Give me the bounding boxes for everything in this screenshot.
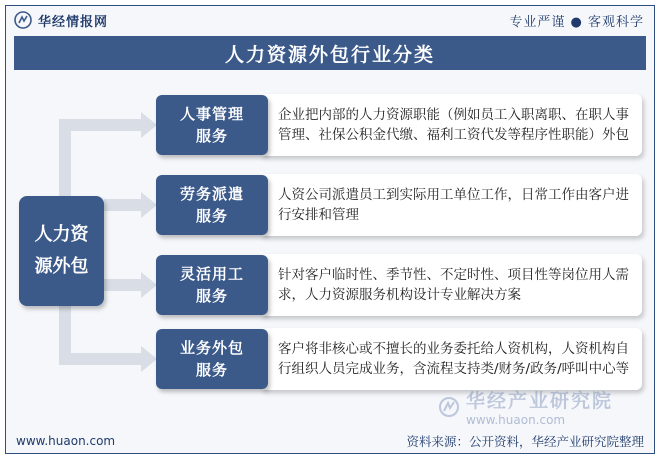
- top-bar: [6, 6, 654, 34]
- category-label-box: [156, 95, 268, 155]
- category-description: 人资公司派遣员工到实际用工单位工作，日常工作由客户进行安排和管理: [278, 187, 629, 223]
- arrow-head-1: [141, 112, 157, 138]
- category-label: 人事管理服务: [179, 105, 244, 145]
- watermark-logo-url: www.huaon.com: [466, 413, 566, 427]
- title-bar: [14, 36, 646, 70]
- huajing-logo-icon: [14, 11, 32, 29]
- page-title: 人力资源外包行业分类: [224, 43, 435, 66]
- category-label: 灵活用工服务: [179, 265, 244, 305]
- category-label-box: [156, 329, 268, 389]
- category-label: 业务外包服务: [179, 339, 244, 379]
- infographic-frame: [5, 5, 655, 454]
- category-description: 企业把内部的人力资源职能（例如员工入职离职、在职人事管理、社保公积金代缴、福利工资代发等程序性职能）外包: [278, 107, 629, 143]
- connector-branch-1: [59, 119, 141, 131]
- category-row: [156, 252, 651, 318]
- category-description-box: [262, 254, 642, 316]
- category-description-box: [262, 174, 642, 236]
- arrow-head-2: [141, 192, 157, 218]
- category-label-box: [156, 255, 268, 315]
- connector-branch-4: [59, 353, 141, 365]
- arrow-head-3: [141, 272, 157, 298]
- root-node: [19, 196, 104, 306]
- category-row: [156, 172, 651, 238]
- footer-url: www.huaon.com: [16, 434, 116, 448]
- brand: [14, 11, 108, 30]
- arrow-head-4: [141, 346, 157, 372]
- category-label-box: [156, 175, 268, 235]
- category-label: 劳务派遣服务: [179, 185, 244, 225]
- watermark-logo: [438, 386, 613, 427]
- brand-name: 华经情报网: [38, 14, 109, 30]
- category-description-box: [262, 328, 642, 390]
- source-note: 资料来源：公开资料，华经产业研究院整理: [406, 434, 644, 449]
- category-description: 客户将非核心或不擅长的业务委托给人资机构，人资机构自行组织人员完成业务，含流程支持类/财务/政务/呼叫中心等: [278, 341, 630, 377]
- category-description: 针对客户临时性、季节性、不定时性、项目性等岗位用人需求，人力资源服务机构设计专业解决方案: [278, 267, 629, 303]
- root-label: 人力资源外包: [34, 224, 89, 277]
- category-description-box: [262, 94, 642, 156]
- watermark-logo-icon: [438, 396, 460, 418]
- connector-branch-3: [104, 279, 141, 291]
- category-row: [156, 92, 651, 158]
- category-row: [156, 326, 651, 392]
- connector-branch-2: [104, 199, 141, 211]
- footer: [6, 429, 654, 453]
- watermark-logo-name: 华经产业研究院: [466, 390, 614, 412]
- slogan: 专业严谨 ● 客观科学: [509, 14, 644, 30]
